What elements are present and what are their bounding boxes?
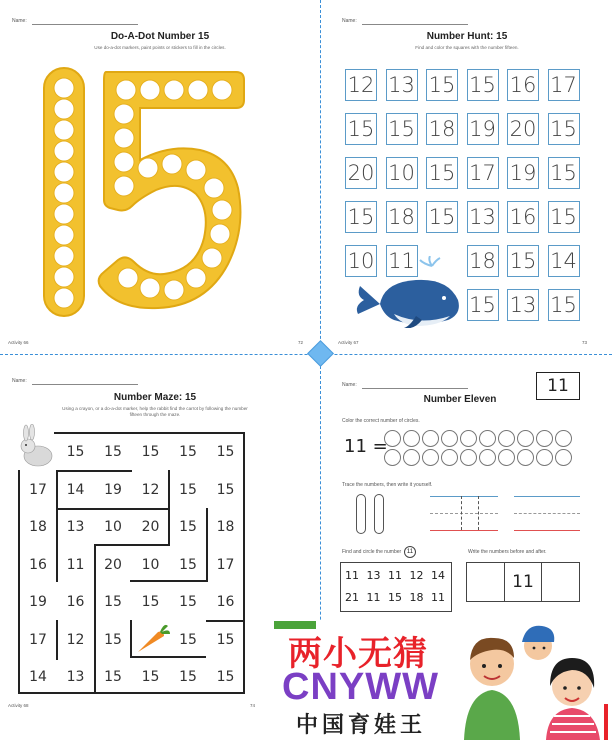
instructions: Using a crayon, or a do-a-dot marker, help the rabbit find the carrot by following the number fifteen through the maze.: [62, 406, 248, 418]
page-title: Number Maze: 15: [113, 392, 197, 403]
maze-cell[interactable]: 18: [29, 519, 47, 535]
maze-cell[interactable]: 15: [141, 444, 160, 460]
color-circle[interactable]: [460, 430, 477, 447]
rabbit-icon: [16, 424, 56, 468]
hunt-cell[interactable]: 13: [386, 69, 418, 101]
instructions: Use do-a-dot markers, paint points or stickers to fill in the circles.: [94, 45, 226, 50]
hunt-cell[interactable]: 15: [548, 289, 580, 321]
maze-cell[interactable]: 15: [216, 669, 235, 685]
maze-cell[interactable]: 13: [66, 519, 85, 535]
hunt-cell[interactable]: 10: [386, 157, 418, 189]
trace-instruction: Trace the numbers, then write it yourself.: [342, 482, 433, 488]
maze-cell[interactable]: 15: [104, 669, 122, 685]
dot-circle[interactable]: [114, 104, 134, 124]
find-cell[interactable]: 11: [431, 590, 445, 604]
name-line: [362, 24, 468, 25]
maze-cell[interactable]: 12: [141, 481, 160, 498]
horizontal-divider: [0, 354, 612, 355]
hunt-cell[interactable]: 14: [548, 245, 580, 277]
color-circle[interactable]: [479, 449, 496, 466]
color-circle[interactable]: [441, 449, 458, 466]
find-number: 11: [404, 546, 416, 558]
maze-cell[interactable]: 15: [179, 594, 197, 610]
maze-cell[interactable]: 15: [104, 631, 122, 648]
maze-cell[interactable]: 15: [104, 444, 122, 460]
hunt-cell[interactable]: 15: [345, 113, 377, 145]
watermark-line3: 中国育娃王: [296, 713, 427, 738]
hunt-cell[interactable]: 15: [345, 201, 377, 233]
color-circle[interactable]: [422, 449, 439, 466]
find-cell[interactable]: 11: [388, 568, 402, 582]
maze-cell[interactable]: 20: [104, 556, 122, 573]
center-diamond: [307, 340, 334, 367]
instructions: Find and color the squares with the number fifteen.: [415, 45, 519, 50]
page-title: Number Hunt: 15: [426, 31, 508, 42]
maze-cell[interactable]: 15: [179, 556, 197, 573]
footer-left: Activity 66: [8, 340, 29, 345]
find-cell[interactable]: 21: [345, 590, 359, 604]
dot-circle[interactable]: [54, 246, 74, 266]
maze-cell[interactable]: 10: [141, 556, 160, 573]
number-box: 11: [536, 372, 580, 400]
name-line: [362, 388, 468, 389]
hunt-cell[interactable]: 19: [507, 157, 539, 189]
maze-cell[interactable]: 17: [216, 556, 235, 573]
dot-circle[interactable]: [114, 176, 134, 196]
watermark-line1: 两小无猜: [288, 634, 428, 674]
color-circle[interactable]: [384, 430, 401, 447]
hunt-cell[interactable]: 18: [386, 201, 418, 233]
name-label: Name:: [342, 382, 357, 388]
maze-cell[interactable]: 13: [66, 669, 85, 685]
find-cell[interactable]: 15: [388, 590, 402, 604]
hunt-cell[interactable]: 17: [467, 157, 499, 189]
maze-cell[interactable]: 11: [66, 556, 85, 573]
maze-cell[interactable]: 15: [66, 444, 85, 460]
dot-circle[interactable]: [54, 99, 74, 119]
hunt-cell[interactable]: 18: [467, 245, 499, 277]
maze-cell[interactable]: 15: [216, 444, 235, 460]
carrot-icon: [134, 622, 172, 656]
hunt-cell[interactable]: 13: [467, 201, 499, 233]
dot-circle[interactable]: [116, 80, 136, 100]
dot-circle[interactable]: [54, 288, 74, 308]
dot-circle[interactable]: [212, 200, 232, 220]
color-circle[interactable]: [517, 449, 534, 466]
find-cell[interactable]: 11: [345, 568, 359, 582]
name-label: Name:: [12, 378, 27, 384]
dot-circle[interactable]: [164, 80, 184, 100]
color-circle[interactable]: [498, 449, 515, 466]
dot-circle[interactable]: [54, 78, 74, 98]
hunt-cell[interactable]: 16: [507, 69, 539, 101]
dot-circle[interactable]: [114, 128, 134, 148]
find-cell[interactable]: 11: [366, 590, 381, 604]
find-cell[interactable]: 18: [409, 590, 424, 604]
hunt-cell[interactable]: 20: [345, 157, 377, 189]
color-circle[interactable]: [536, 449, 553, 466]
hunt-cell[interactable]: 13: [507, 289, 539, 321]
dot-circle[interactable]: [162, 154, 182, 174]
maze-cell[interactable]: 15: [179, 631, 197, 648]
footer-right: 72: [298, 340, 304, 345]
dot-circle[interactable]: [54, 267, 74, 287]
whale-icon: [350, 256, 464, 328]
dot-circle[interactable]: [118, 268, 138, 288]
dot-circle[interactable]: [202, 248, 222, 268]
color-circle[interactable]: [403, 430, 420, 447]
find-instruction: Find and circle the number: [342, 549, 402, 555]
maze-cell[interactable]: 15: [179, 481, 197, 498]
find-cell[interactable]: 13: [366, 568, 381, 582]
maze-cell[interactable]: 19: [29, 594, 47, 610]
dot-circle[interactable]: [54, 225, 74, 245]
maze-cell[interactable]: 15: [216, 481, 235, 498]
page-title: Do-A-Dot Number 15: [110, 31, 210, 42]
hunt-cell[interactable]: 20: [507, 113, 539, 145]
hunt-cell[interactable]: 16: [507, 201, 539, 233]
maze-cell[interactable]: 16: [66, 594, 85, 610]
maze-cell[interactable]: 15: [141, 594, 160, 610]
dot-circle[interactable]: [186, 160, 206, 180]
maze-cell[interactable]: 15: [216, 631, 235, 648]
dot-circle[interactable]: [54, 183, 74, 203]
hunt-cell[interactable]: 15: [426, 157, 458, 189]
hunt-cell[interactable]: 10: [345, 245, 377, 277]
hunt-cell[interactable]: 15: [467, 69, 499, 101]
maze-cell[interactable]: 10: [104, 519, 122, 535]
dot-circle[interactable]: [54, 204, 74, 224]
dot-circle[interactable]: [54, 141, 74, 161]
hunt-cell[interactable]: 19: [467, 113, 499, 145]
dot-circle[interactable]: [212, 80, 232, 100]
color-circle[interactable]: [384, 449, 401, 466]
maze-cell[interactable]: 12: [66, 631, 85, 648]
maze-cell[interactable]: 16: [216, 594, 235, 610]
maze-cell[interactable]: 15: [179, 669, 197, 685]
name-line: [32, 384, 138, 385]
hunt-cell[interactable]: 15: [426, 201, 458, 233]
hunt-cell[interactable]: 18: [426, 113, 458, 145]
hunt-cell[interactable]: 15: [467, 289, 499, 321]
hunt-cell[interactable]: 12: [345, 69, 377, 101]
color-circle[interactable]: [422, 430, 439, 447]
dot-circle[interactable]: [210, 224, 230, 244]
dot-circle[interactable]: [54, 120, 74, 140]
maze-cell[interactable]: 15: [104, 594, 122, 610]
dot-circle[interactable]: [140, 80, 160, 100]
dot-circle[interactable]: [54, 162, 74, 182]
dot-circle[interactable]: [204, 178, 224, 198]
hunt-cell[interactable]: 15: [426, 69, 458, 101]
hunt-cell[interactable]: 15: [548, 113, 580, 145]
dot-circle[interactable]: [138, 158, 158, 178]
dot-circle[interactable]: [114, 152, 134, 172]
color-circle[interactable]: [460, 449, 477, 466]
dot-number-15: [0, 60, 320, 330]
find-cell[interactable]: 14: [431, 568, 445, 582]
maze-cell[interactable]: 17: [29, 481, 47, 498]
maze-cell[interactable]: 15: [141, 669, 160, 685]
color-circle[interactable]: [479, 430, 496, 447]
maze-cell[interactable]: 16: [29, 556, 47, 573]
color-circle[interactable]: [517, 430, 534, 447]
color-circle[interactable]: [498, 430, 515, 447]
middle-number: 11: [504, 562, 542, 602]
color-circle[interactable]: [536, 430, 553, 447]
footer-right: 74: [250, 703, 256, 708]
hunt-cell[interactable]: 17: [548, 69, 580, 101]
hunt-cell[interactable]: 15: [386, 113, 418, 145]
dot-circle[interactable]: [140, 278, 160, 298]
name-label: Name:: [12, 18, 27, 24]
maze-cell[interactable]: 18: [216, 519, 235, 535]
find-cell[interactable]: 12: [409, 568, 424, 582]
maze-cell[interactable]: 15: [179, 519, 197, 535]
footer-left: Activity 67: [338, 340, 359, 345]
color-circle[interactable]: [441, 430, 458, 447]
watermark-line2: CNYWW: [282, 666, 439, 708]
maze-cell[interactable]: 15: [179, 444, 197, 460]
hunt-cell[interactable]: 15: [548, 157, 580, 189]
hunt-cell[interactable]: 15: [548, 201, 580, 233]
color-instruction: Color the correct number of circles.: [342, 418, 420, 424]
footer-left: Activity 68: [8, 703, 29, 708]
dot-circle[interactable]: [164, 280, 184, 300]
before-after-instruction: Write the numbers before and after.: [468, 549, 547, 555]
footer-right: 73: [582, 340, 588, 345]
maze-cell[interactable]: 14: [29, 669, 47, 685]
color-circle[interactable]: [555, 430, 572, 447]
hunt-cell[interactable]: 15: [507, 245, 539, 277]
dot-circle[interactable]: [188, 80, 208, 100]
maze-cell[interactable]: 20: [141, 519, 160, 535]
maze-cell[interactable]: 14: [66, 481, 85, 498]
name-label: Name:: [342, 18, 357, 24]
maze-cell[interactable]: 17: [29, 631, 47, 648]
page-title: Number Eleven: [423, 394, 497, 405]
color-circle[interactable]: [555, 449, 572, 466]
name-line: [32, 24, 138, 25]
color-circle[interactable]: [403, 449, 420, 466]
kids-illustration: [454, 620, 612, 740]
maze-cell[interactable]: 19: [104, 481, 122, 498]
dot-circle[interactable]: [186, 268, 206, 288]
color-number: 11 =: [344, 436, 388, 457]
hunt-cell[interactable]: 11: [386, 245, 418, 277]
